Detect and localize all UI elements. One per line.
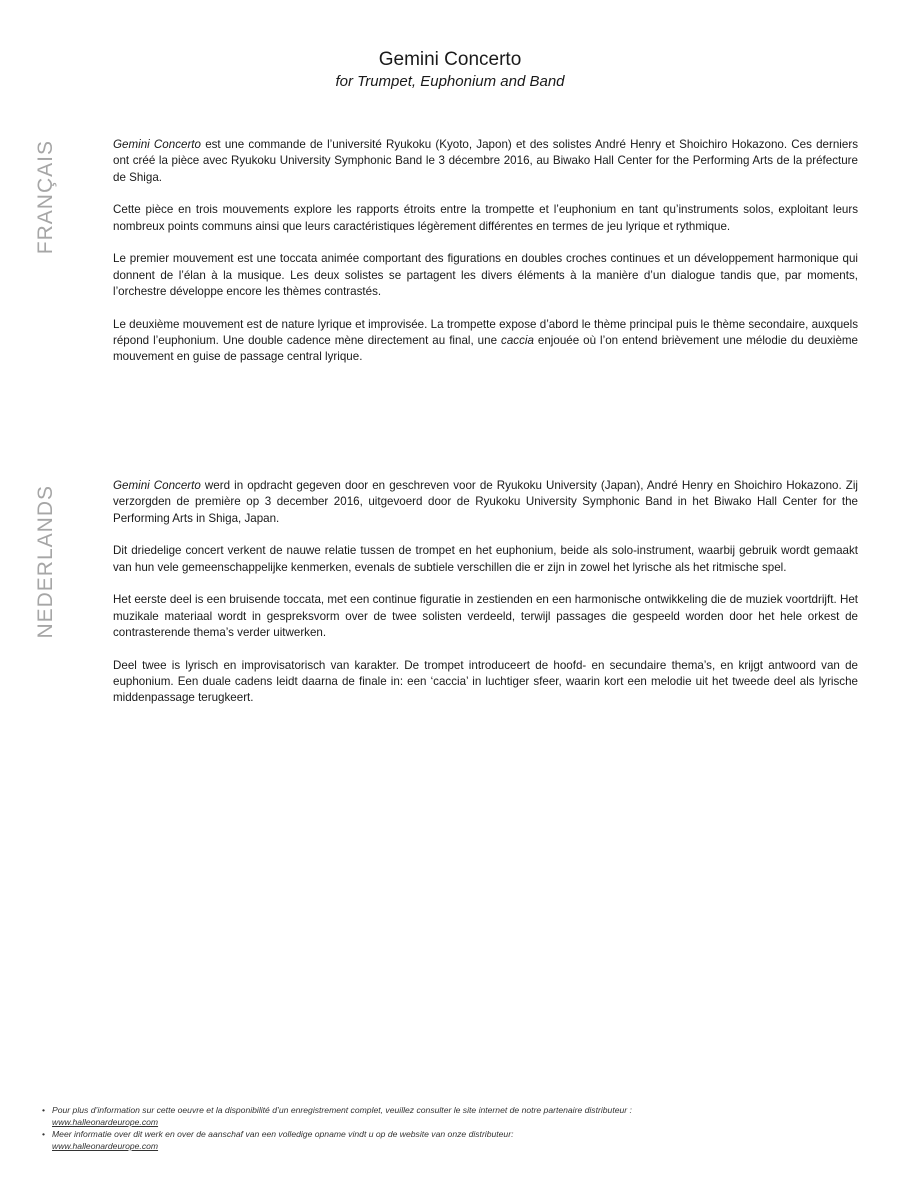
page-subtitle: for Trumpet, Euphonium and Band — [335, 73, 565, 90]
work-title-italic: Gemini Concerto — [113, 138, 201, 151]
header — [0, 48, 900, 92]
section-francais — [113, 137, 858, 382]
bullet-icon: • — [42, 1129, 46, 1139]
section-label-nederlands: NEDERLANDS — [34, 485, 57, 639]
paragraph: Gemini Concerto werd in opdracht gegeven door en geschreven voor de Ryukoku University (Japan), André Henry en Shoichiro Hokazono. Zij verzorgden de première op 3 december 2016, uitgevoerd door de Ryukoku University Symphonic Band in het Biwako Hall Center for the Performing Arts in Shiga, Japan. — [113, 479, 858, 525]
distributor-link-fr[interactable]: www.halleonardeurope.com — [52, 1117, 159, 1127]
footnote-nl: • Meer informatie over dit werk en over de aanschaf van een volledige opname vindt u op de website van onze distributeur: www.halleonardeurope.com — [42, 1129, 514, 1151]
paragraph: Het eerste deel is een bruisende toccata, met een continue figuratie in zestienden en een harmonische ontwikkeling die de muziek voortdrijft. Het muzikale materiaal wordt in gespreksvorm over de twee solisten verdeeld, terwijl passages die gespeeld worden door het hele orkest de contrasterende thema’s verder uitwerken. — [113, 593, 858, 640]
footnote-fr: • Pour plus d’information sur cette oeuvre et la disponibilité d’un enregistrement complet, veuillez consulter le site internet de notre partenaire distributeur : www.halleonardeurope.com — [42, 1105, 632, 1127]
bullet-icon: • — [42, 1105, 46, 1115]
paragraph: Gemini Concerto est une commande de l’université Ryukoku (Kyoto, Japon) et des solistes André Henry et Shoichiro Hokazono. Ces derniers ont créé la pièce avec Ryukoku University Symphonic Band le 3 décembre 2016, au Biwako Hall Center for the Performing Arts de la préfecture de Shiga. — [113, 138, 858, 184]
paragraph: Cette pièce en trois mouvements explore les rapports étroits entre la trompette et l’euphonium en tant qu’instruments solos, exploitant leurs nombreux points communs ainsi que leurs caractéristiques légèrement différentes en termes de jeu lyrique et rythmique. — [113, 203, 858, 233]
paragraph: Deel twee is lyrisch en improvisatorisch van karakter. De trompet introduceert de hoofd- en secundaire thema’s, en krijgt antwoord van de euphonium. Een duale cadens leidt daarna de finale in: een ‘caccia’ in luchtiger sfeer, waarin kort een melodie uit het tweede deel als lyrische middenpassage terugkeert. — [113, 658, 858, 705]
page-title: Gemini Concerto — [378, 49, 522, 70]
paragraph: Dit driedelige concert verkent de nauwe relatie tussen de trompet en het euphonium, beide als solo-instrument, waarbij gebruik wordt gemaakt van hun vele gemeenschappelijke kenmerken, evenals de subtiele verschillen die er zijn in zowel het lyrische als het ritmische spel. — [113, 544, 858, 574]
section-nederlands — [113, 478, 858, 723]
work-title-italic: Gemini Concerto — [113, 479, 201, 492]
distributor-link-nl[interactable]: www.halleonardeurope.com — [52, 1141, 159, 1151]
footnotes — [42, 1104, 842, 1152]
section-label-francais: FRANÇAIS — [34, 140, 57, 255]
paragraph: Le deuxième mouvement est de nature lyrique et improvisée. La trompette expose d’abord le thème principal puis le thème secondaire, auxquels répond l’euphonium. Une double cadence mène directement au final, une caccia enjouée où l’on entend brièvement une mélodie du deuxième mouvement en guise de passage central lyrique. — [113, 317, 858, 364]
paragraph: Le premier mouvement est une toccata animée comportant des figurations en doubles croches continues et un développement harmonique qui donnent de l’élan à la musique. Les deux solistes se partagent les divers éléments à la manière d’un dialogue tandis que, par moments, l’orchestre développe encore les thèmes contrastés. — [113, 252, 858, 299]
